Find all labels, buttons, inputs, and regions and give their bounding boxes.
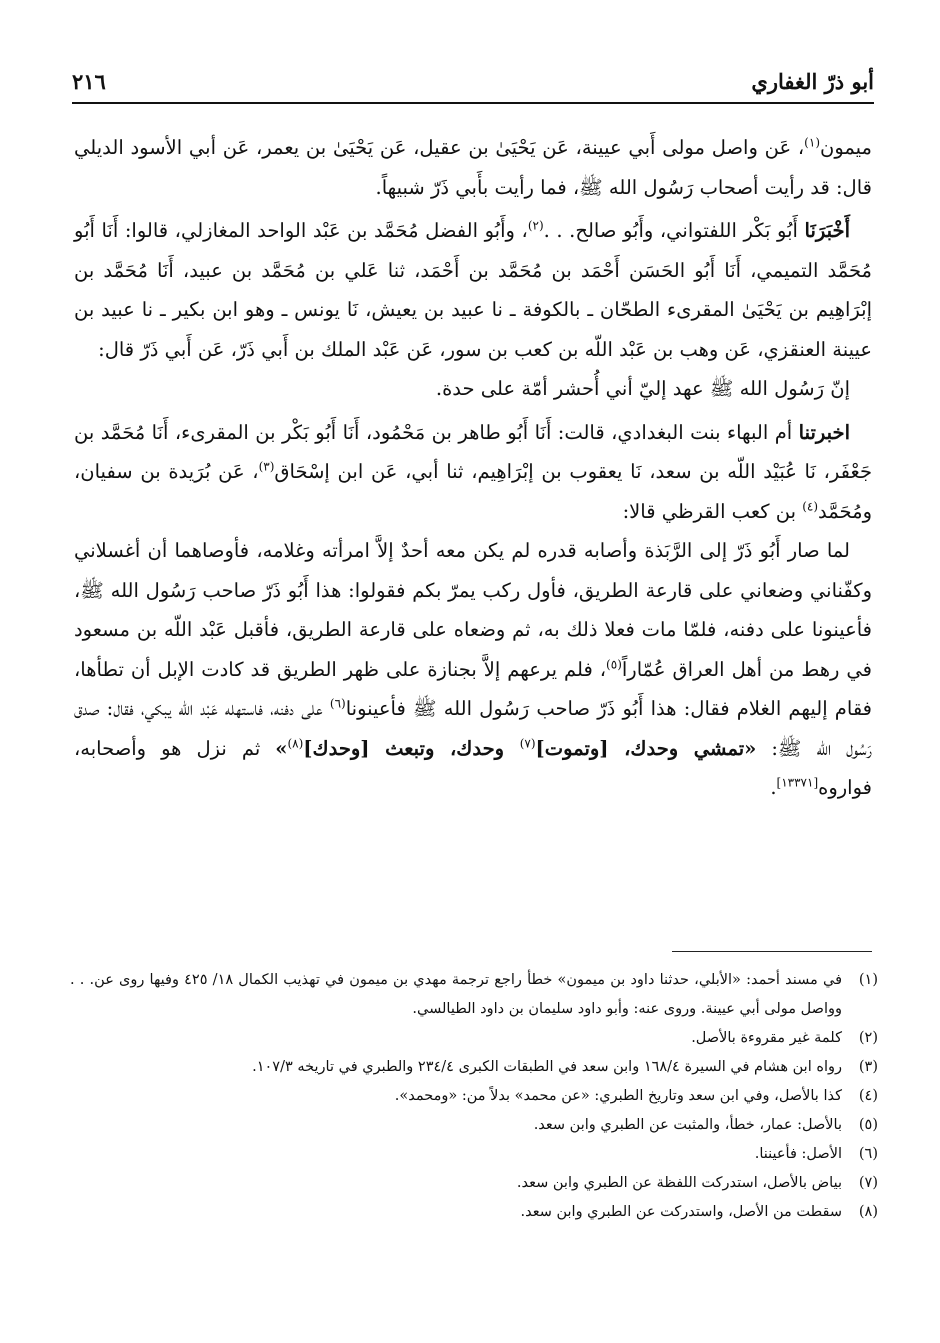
footnote-ref: (٤) — [802, 499, 819, 513]
text-span: لما صار أَبُو ذَرّ إلى الرَّبَذة وأصابه قدره لم يكن معه أحدٌ إلاَّ امرأته وغلامه، فأوصاهما أن أغسلاني وكفّناني وضعاني على قارعة الطريق، فأول ركب يمرّ بكم فقولوا: هذا أَبُو ذَرّ صاحب رَسُول الله ﷺ، فأعينونا على دفنه، فلمّا مات فعلا ذلك به، ثم وضعاه على قارعة الطريق، فأقبل عَبْد اللّه بن مسعود في رهط من أهل العراق عُمّاراً — [74, 539, 873, 681]
page-header — [72, 56, 874, 104]
footnote-number: (٧) — [858, 1175, 878, 1191]
hadith-quote: «تمشي وحدك، [وتموت] — [535, 736, 757, 760]
text-span: ميمون — [820, 136, 872, 159]
hadith-quote: وحدك، وتبعث [وحدك] — [303, 736, 520, 760]
text-span: ثم نزل هو وأصحابه، فواروه — [74, 736, 872, 799]
text-span: ، عَن واصل مولى أَبي عيينة، عَن يَحْيَىٰ بن عقيل، عَن يَحْيَىٰ بن يعمر، عَن أبي الأسود الديلي قال: قد رأيت أصحاب رَسُول الله ﷺ، فما رأيت بأَبي ذَرّ شبيهاً. — [74, 136, 872, 199]
hadith-number: [١٣٣٧١] — [776, 775, 819, 790]
hadith-quote: » — [275, 736, 288, 760]
footnote-text: بياض بالأصل، استدركت اللفظة عن الطبري وابن سعد. — [516, 1175, 842, 1191]
akhbarana-keyword: أَخْبَرَنَا — [804, 219, 850, 242]
footnote-number: (٨) — [858, 1204, 878, 1220]
footnote-text: كلمة غير مقروءة بالأصل. — [691, 1030, 842, 1046]
paragraph-2 — [74, 211, 872, 369]
footnote-text: في مسند أحمد: «الأبلي، حدثنا داود بن ميمون» خطأ راجع ترجمة مهدي بن ميمون في تهذيب الكمال ١٨/ ٤٢٥ وفيها روى عن. . . وواصل مولى أبي عيينة. وروى عنه: وأبو داود سليمان بن داود الطيالسي. — [70, 972, 842, 1017]
footnote — [70, 1169, 878, 1198]
footnote-text: رواه ابن هشام في السيرة ١٦٨/٤ وابن سعد في الطبقات الكبرى ٢٣٤/٤ والطبري في تاريخه ١٠٧/٣. — [252, 1059, 842, 1075]
footnote — [70, 1198, 878, 1227]
footnote — [70, 1111, 878, 1140]
paragraph-3 — [74, 369, 872, 409]
main-text — [74, 128, 872, 808]
text-span: أَبُو بَكْر اللفتواني، وأَبُو صالح. . . — [543, 219, 805, 242]
footnote-ref: (٣) — [258, 459, 275, 474]
footnote — [70, 1024, 878, 1053]
footnote — [70, 1082, 878, 1111]
text-span: إنّ رَسُول الله ﷺ عهد إليّ أني أُحشر أمّة على حدة. — [435, 377, 850, 400]
paragraph-1 — [74, 128, 872, 207]
footnote-number: (٢) — [858, 1030, 878, 1046]
footnotes — [70, 966, 878, 1227]
footnote-number: (٤) — [858, 1088, 878, 1104]
footnote-ref: (٥) — [606, 657, 622, 671]
footnote-separator — [672, 951, 872, 952]
paragraph-4 — [74, 413, 872, 532]
footnote — [70, 1140, 878, 1169]
text-span: على دفنه، فاستهله عَبْد اللّه يبكي، فقال: صدق رَسُول الله ﷺ: — [74, 697, 872, 760]
footnote-number: (٣) — [858, 1059, 878, 1075]
akhbaratna-keyword: اخبرتنا — [798, 420, 850, 444]
footnote-ref: (٧) — [519, 736, 536, 750]
text-span: ، وأَبُو الفضل مُحَمَّد بن عَبْد الواحد المغازلي، قالوا: أَنَا أَبُو مُحَمَّد التميمي، أَنَا أَبُو الحَسَن أَحْمَد بن مُحَمَّد بن أَحْمَد، ثنا عَلي بن مُحَمَّد بن عبيد، أَنَا مُحَمَّد بن إبْرَاهِيم بن يَحْيَىٰ المقرىء الطحّان ـ بالكوفة ـ نا عبيد بن يعيش، نَا يونس ـ وهو ابن بكير ـ نا عبيد بن عيينة العنقزي، عَن وهب بن عَبْد اللّه بن كعب بن سور، عَن عَبْد الملك بن أَبي ذَرّ، عَن أَبي ذَرّ قال: — [74, 219, 872, 361]
footnote-text: الأصل: فأعيننا. — [754, 1146, 842, 1162]
footnote-ref: (٦) — [329, 696, 346, 711]
footnote-number: (١) — [858, 972, 878, 988]
footnote-ref: (٢) — [527, 218, 544, 233]
text-span: ، عَن بُرَيدة بن سفيان، ومُحَمَّد — [74, 460, 872, 523]
footnote — [70, 966, 878, 1024]
paragraph-5 — [74, 531, 872, 808]
footnote-ref: (١) — [804, 135, 820, 150]
page-number: ٢١٦ — [72, 69, 106, 94]
footnote-number: (٦) — [858, 1146, 878, 1162]
text-span: أم البهاء بنت البغدادي، قالت: أَنَا أَبُو طاهر بن مَحْمُود، أَنَا أَبُو بَكْر بن المقرىء، أَنَا مُحَمَّد بن جَعْفَر، نَا عُبَيْد اللّه بن سعد، نَا يعقوب بن إبْرَاهِيم، ثنا أبي، عَن ابن إسْحَاق — [74, 420, 872, 483]
footnote-number: (٥) — [858, 1117, 878, 1133]
text-span: . — [770, 776, 777, 799]
running-title: أبو ذرّ الغفاري — [751, 69, 874, 94]
footnote-text: بالأصل: عمار، خطأ، والمثبت عن الطبري وابن سعد. — [533, 1117, 842, 1133]
footnote-text: سقطت من الأصل، واستدركت عن الطبري وابن سعد. — [520, 1204, 842, 1220]
footnote-text: كذا بالأصل، وفي ابن سعد وتاريخ الطبري: «عن محمد» بدلاً من: «ومحمد». — [394, 1088, 842, 1104]
text-span: ، فلم يرعهم إلاَّ بجنازة على ظهر الطريق قد كادت الإبل أن تطأها، فقام إليهم الغلام فقال: هذا أَبُو ذَرّ صاحب رَسُول الله ﷺ فأعينونا — [74, 657, 872, 720]
footnote-ref: (٨) — [287, 736, 304, 750]
text-span: بن كعب القرظي قالا: — [622, 499, 803, 523]
footnote — [70, 1053, 878, 1082]
